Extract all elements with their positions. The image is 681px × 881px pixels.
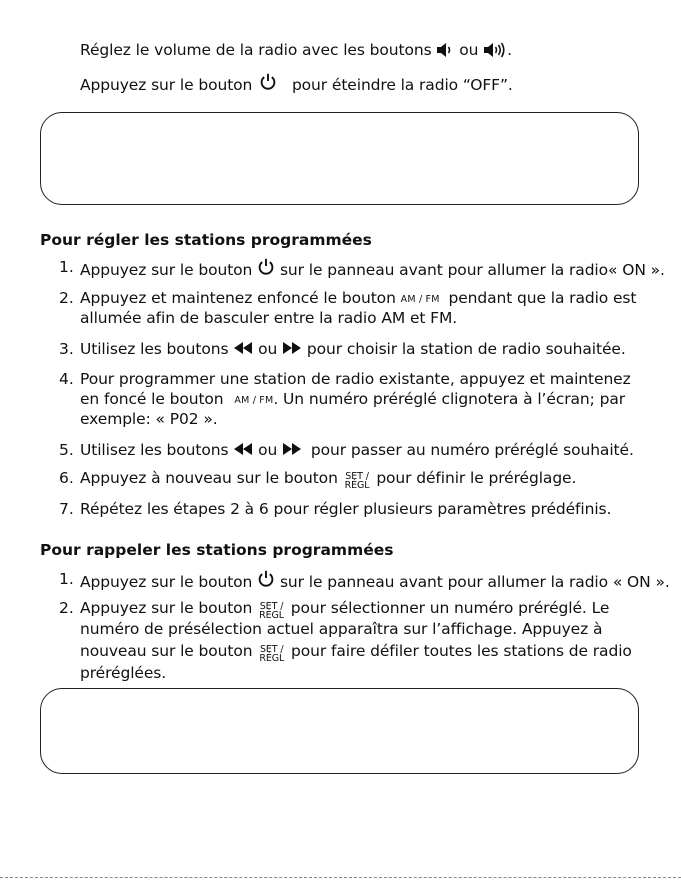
set-step-1 — [80, 258, 665, 279]
rewind-icon — [233, 443, 253, 455]
set-section-heading: Pour régler les stations programmées — [40, 231, 372, 249]
set-step-2-line-2: allumée afin de basculer entre la radio AM et FM. — [80, 309, 458, 327]
set-step-2-number: 2. — [59, 289, 74, 307]
set-step-1-text-b: sur le panneau avant pour allumer la radio« ON ». — [279, 261, 665, 279]
set-step-1-number: 1. — [59, 258, 74, 276]
intro-or-text: ou — [459, 41, 479, 59]
set-step-5 — [80, 441, 634, 459]
set-step-4-line-3: exemple: « P02 ». — [80, 410, 218, 428]
intro-volume-text: Réglez le volume de la radio avec les boutons — [80, 41, 432, 59]
set-step-5-number: 5. — [59, 441, 74, 459]
intro-power-line — [80, 73, 513, 94]
set-step-6 — [80, 469, 576, 491]
set-step-2-text-a: Appuyez et maintenez enfoncé le bouton — [80, 289, 396, 307]
set-step-3 — [80, 340, 626, 358]
set-regl-button-label — [259, 602, 284, 621]
recall-step-2-line-3 — [80, 642, 632, 664]
set-step-4: Pour programmer une station de radio existante, appuyez et maintenez — [80, 370, 631, 388]
set-step-4-text-c: . Un numéro préréglé clignotera à l’écran; par — [273, 390, 625, 408]
intro-period: . — [507, 41, 512, 59]
set-label-bottom: RÉGL — [344, 480, 370, 491]
am-fm-button-label: AM / FM — [234, 395, 274, 406]
recall-step-2-text-a: Appuyez sur le bouton — [80, 599, 253, 617]
note-box-top — [40, 112, 639, 205]
set-step-3-or: ou — [258, 340, 278, 358]
set-step-1-text-a: Appuyez sur le bouton — [80, 261, 253, 279]
recall-step-2 — [80, 599, 609, 621]
recall-step-2-text-d: nouveau sur le bouton — [80, 642, 253, 660]
set-step-5-text-b: pour passer au numéro préréglé souhaité. — [310, 441, 634, 459]
set-step-2 — [80, 289, 636, 307]
recall-step-2-number: 2. — [59, 599, 74, 617]
set-label-bottom: RÉGL — [259, 653, 285, 664]
intro-volume-line — [80, 41, 512, 59]
recall-step-1-text-b: sur le panneau avant pour allumer la radio « ON ». — [279, 573, 670, 591]
fast-forward-icon — [282, 342, 302, 354]
recall-step-2-text-e: pour faire défiler toutes les stations de radio — [291, 642, 632, 660]
set-step-3-text-a: Utilisez les boutons — [80, 340, 229, 358]
set-step-2-text-b: pendant que la radio est — [448, 289, 637, 307]
set-label-top: SET / — [259, 600, 284, 612]
set-step-6-text-b: pour définir le préréglage. — [376, 469, 577, 487]
recall-step-2-text-b: pour sélectionner un numéro préréglé. Le — [290, 599, 610, 617]
set-regl-button-label — [259, 645, 284, 664]
set-label-bottom: RÉGL — [259, 610, 284, 621]
set-step-3-text-b: pour choisir la station de radio souhaitée. — [306, 340, 626, 358]
recall-step-2-line-2: numéro de présélection actuel apparaîtra sur l’affichage. Appuyez à — [80, 620, 603, 638]
am-fm-button-label: AM / FM — [400, 294, 440, 305]
power-icon — [257, 570, 275, 588]
note-box-bottom — [40, 688, 639, 774]
set-step-7-number: 7. — [59, 500, 74, 518]
set-step-5-text-a: Utilisez les boutons — [80, 441, 229, 459]
volume-up-icon — [483, 42, 507, 58]
set-step-4-text-b: en foncé le bouton — [80, 390, 224, 408]
set-step-4-line-2 — [80, 390, 625, 408]
fast-forward-icon — [282, 443, 302, 455]
recall-step-1-number: 1. — [59, 570, 74, 588]
intro-power-text-a: Appuyez sur le bouton — [80, 76, 253, 94]
power-icon — [257, 258, 275, 276]
set-step-6-number: 6. — [59, 469, 74, 487]
volume-down-icon — [436, 42, 454, 58]
set-step-3-number: 3. — [59, 340, 74, 358]
set-step-4-number: 4. — [59, 370, 74, 388]
recall-step-1 — [80, 570, 670, 591]
power-icon — [259, 73, 277, 91]
set-step-7: Répétez les étapes 2 à 6 pour régler plusieurs paramètres prédéfinis. — [80, 500, 612, 518]
page-bottom-edge — [0, 877, 681, 878]
recall-step-2-line-4: préréglées. — [80, 664, 167, 682]
intro-power-text-b: pour éteindre la radio “OFF”. — [291, 76, 513, 94]
set-label-top: SET / — [259, 643, 284, 655]
set-regl-button-label — [345, 472, 370, 491]
recall-section-heading: Pour rappeler les stations programmées — [40, 541, 394, 559]
set-step-5-or: ou — [258, 441, 278, 459]
set-step-6-text-a: Appuyez à nouveau sur le bouton — [80, 469, 338, 487]
set-label-top: SET / — [345, 470, 369, 482]
recall-step-1-text-a: Appuyez sur le bouton — [80, 573, 253, 591]
rewind-icon — [233, 342, 253, 354]
